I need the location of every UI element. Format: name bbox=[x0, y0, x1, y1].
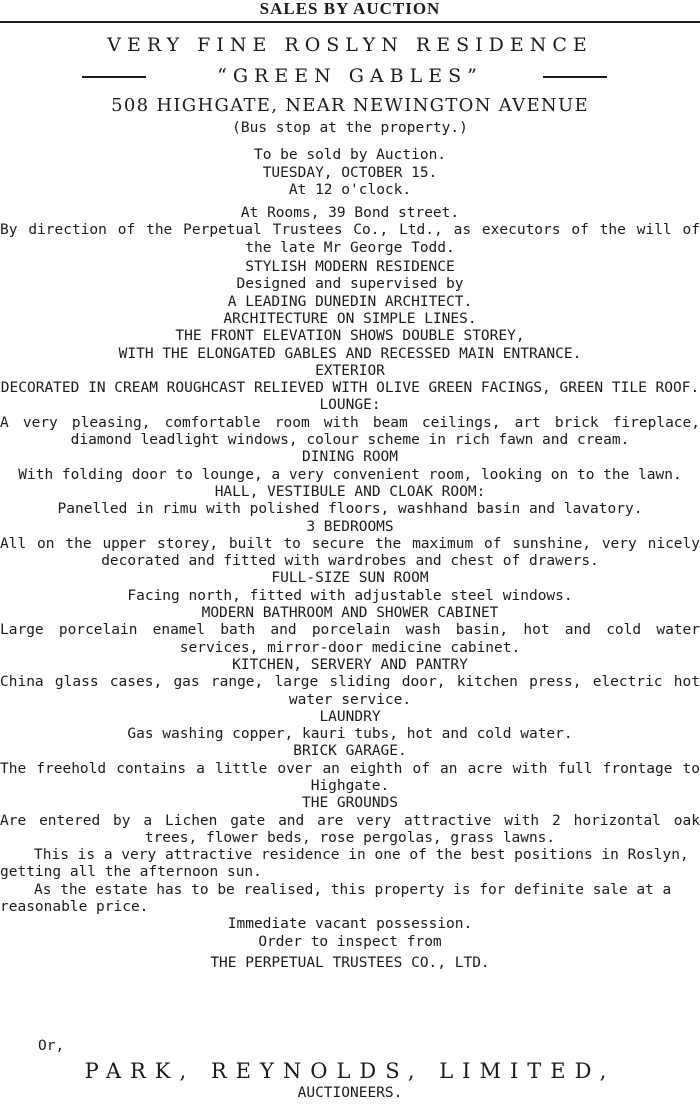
section-heading: MODERN BATHROOM AND SHOWER CABINET bbox=[201, 605, 499, 622]
section-heading: LOUNGE: bbox=[319, 397, 381, 414]
advert-body bbox=[0, 120, 700, 972]
section-text: With folding door to lounge, a very convenient room, looking on to the lawn. bbox=[18, 466, 682, 483]
section-text: Facing north, fitted with adjustable steel windows. bbox=[127, 587, 573, 604]
intro-line-6: WITH THE ELONGATED GABLES AND RECESSED MAIN ENTRANCE. bbox=[118, 345, 582, 362]
section-heading: FULL-SIZE SUN ROOM bbox=[271, 570, 429, 587]
sale-time: At 12 o'clock. bbox=[288, 181, 412, 198]
section-text: All on the upper storey, built to secure the maximum of sunshine, very nicely decorated and fitted with wardrobes and chest of drawers. bbox=[0, 535, 700, 570]
address: 508 HIGHGATE, NEAR NEWINGTON AVENUE bbox=[111, 95, 589, 116]
sale-direction: By direction of the Perpetual Trustees Co., Ltd., as executors of the will of the late Mr George Todd. bbox=[0, 222, 700, 256]
intro-line-5: THE FRONT ELEVATION SHOWS DOUBLE STOREY, bbox=[175, 328, 525, 345]
section-text: The freehold contains a little over an eighth of an acre with full frontage to Highgate. bbox=[0, 760, 700, 794]
section-heading: BRICK GARAGE. bbox=[293, 743, 407, 760]
sale-venue: At Rooms, 39 Bond street. bbox=[240, 205, 460, 222]
or-label: Or, bbox=[38, 1038, 65, 1054]
header-rule bbox=[0, 21, 700, 23]
trustees-name: THE PERPETUAL TRUSTEES CO., LTD. bbox=[210, 954, 490, 971]
house-name: “GREEN GABLES” bbox=[217, 65, 483, 87]
intro-line-3: A LEADING DUNEDIN ARCHITECT. bbox=[227, 293, 473, 310]
intro-line-4: ARCHITECTURE ON SIMPLE LINES. bbox=[223, 310, 477, 327]
auctioneer-name: PARK, REYNOLDS, LIMITED, bbox=[84, 1059, 616, 1083]
section-heading: DINING ROOM bbox=[301, 449, 399, 466]
closing-paragraph-1: This is a very attractive residence in one of the best positions in Roslyn, getting all the afternoon sun. bbox=[0, 847, 689, 881]
section-text: Gas washing copper, kauri tubs, hot and cold water. bbox=[127, 726, 573, 743]
section-heading: LAUNDRY bbox=[319, 708, 381, 725]
section-heading: THE GROUNDS bbox=[301, 795, 399, 812]
bus-note: (Bus stop at the property.) bbox=[232, 120, 468, 136]
section-heading: 3 BEDROOMS bbox=[306, 518, 394, 535]
section-header: SALES BY AUCTION bbox=[259, 0, 441, 18]
closing-paragraph-2: As the estate has to be realised, this property is for definite sale at a reasonable price. bbox=[0, 881, 672, 916]
sale-line: To be sold by Auction. bbox=[253, 147, 447, 164]
section-text: Are entered by a Lichen gate and are very attractive with 2 horizontal oak trees, flower beds, rose pergolas, grass lawns. bbox=[0, 812, 700, 846]
section-heading: HALL, VESTIBULE AND CLOAK ROOM: bbox=[214, 483, 486, 500]
inspect-note: Order to inspect from bbox=[258, 933, 442, 950]
right-dash bbox=[543, 76, 607, 78]
section-heading: EXTERIOR bbox=[315, 362, 385, 379]
section-text: A very pleasing, comfortable room with beam ceilings, art brick fireplace, diamond leadlight windows, colour scheme in rich fawn and cream. bbox=[0, 414, 700, 449]
intro-line-2: Designed and supervised by bbox=[236, 276, 464, 293]
headline: VERY FINE ROSLYN RESIDENCE bbox=[107, 34, 593, 56]
section-text: DECORATED IN CREAM ROUGHCAST RELIEVED WITH OLIVE GREEN FACINGS, GREEN TILE ROOF. bbox=[0, 380, 700, 397]
possession-note: Immediate vacant possession. bbox=[227, 916, 473, 933]
section-text: Panelled in rimu with polished floors, washhand basin and lavatory. bbox=[57, 501, 643, 518]
section-heading: KITCHEN, SERVERY AND PANTRY bbox=[232, 656, 468, 673]
intro-line-1: STYLISH MODERN RESIDENCE bbox=[245, 259, 455, 276]
auctioneer-label: AUCTIONEERS. bbox=[297, 1085, 403, 1101]
sale-date: TUESDAY, OCTOBER 15. bbox=[262, 164, 438, 181]
section-text: China glass cases, gas range, large sliding door, kitchen press, electric hot water service. bbox=[0, 674, 700, 708]
section-text: Large porcelain enamel bath and porcelain wash basin, hot and cold water services, mirror-door medicine cabinet. bbox=[0, 622, 700, 656]
